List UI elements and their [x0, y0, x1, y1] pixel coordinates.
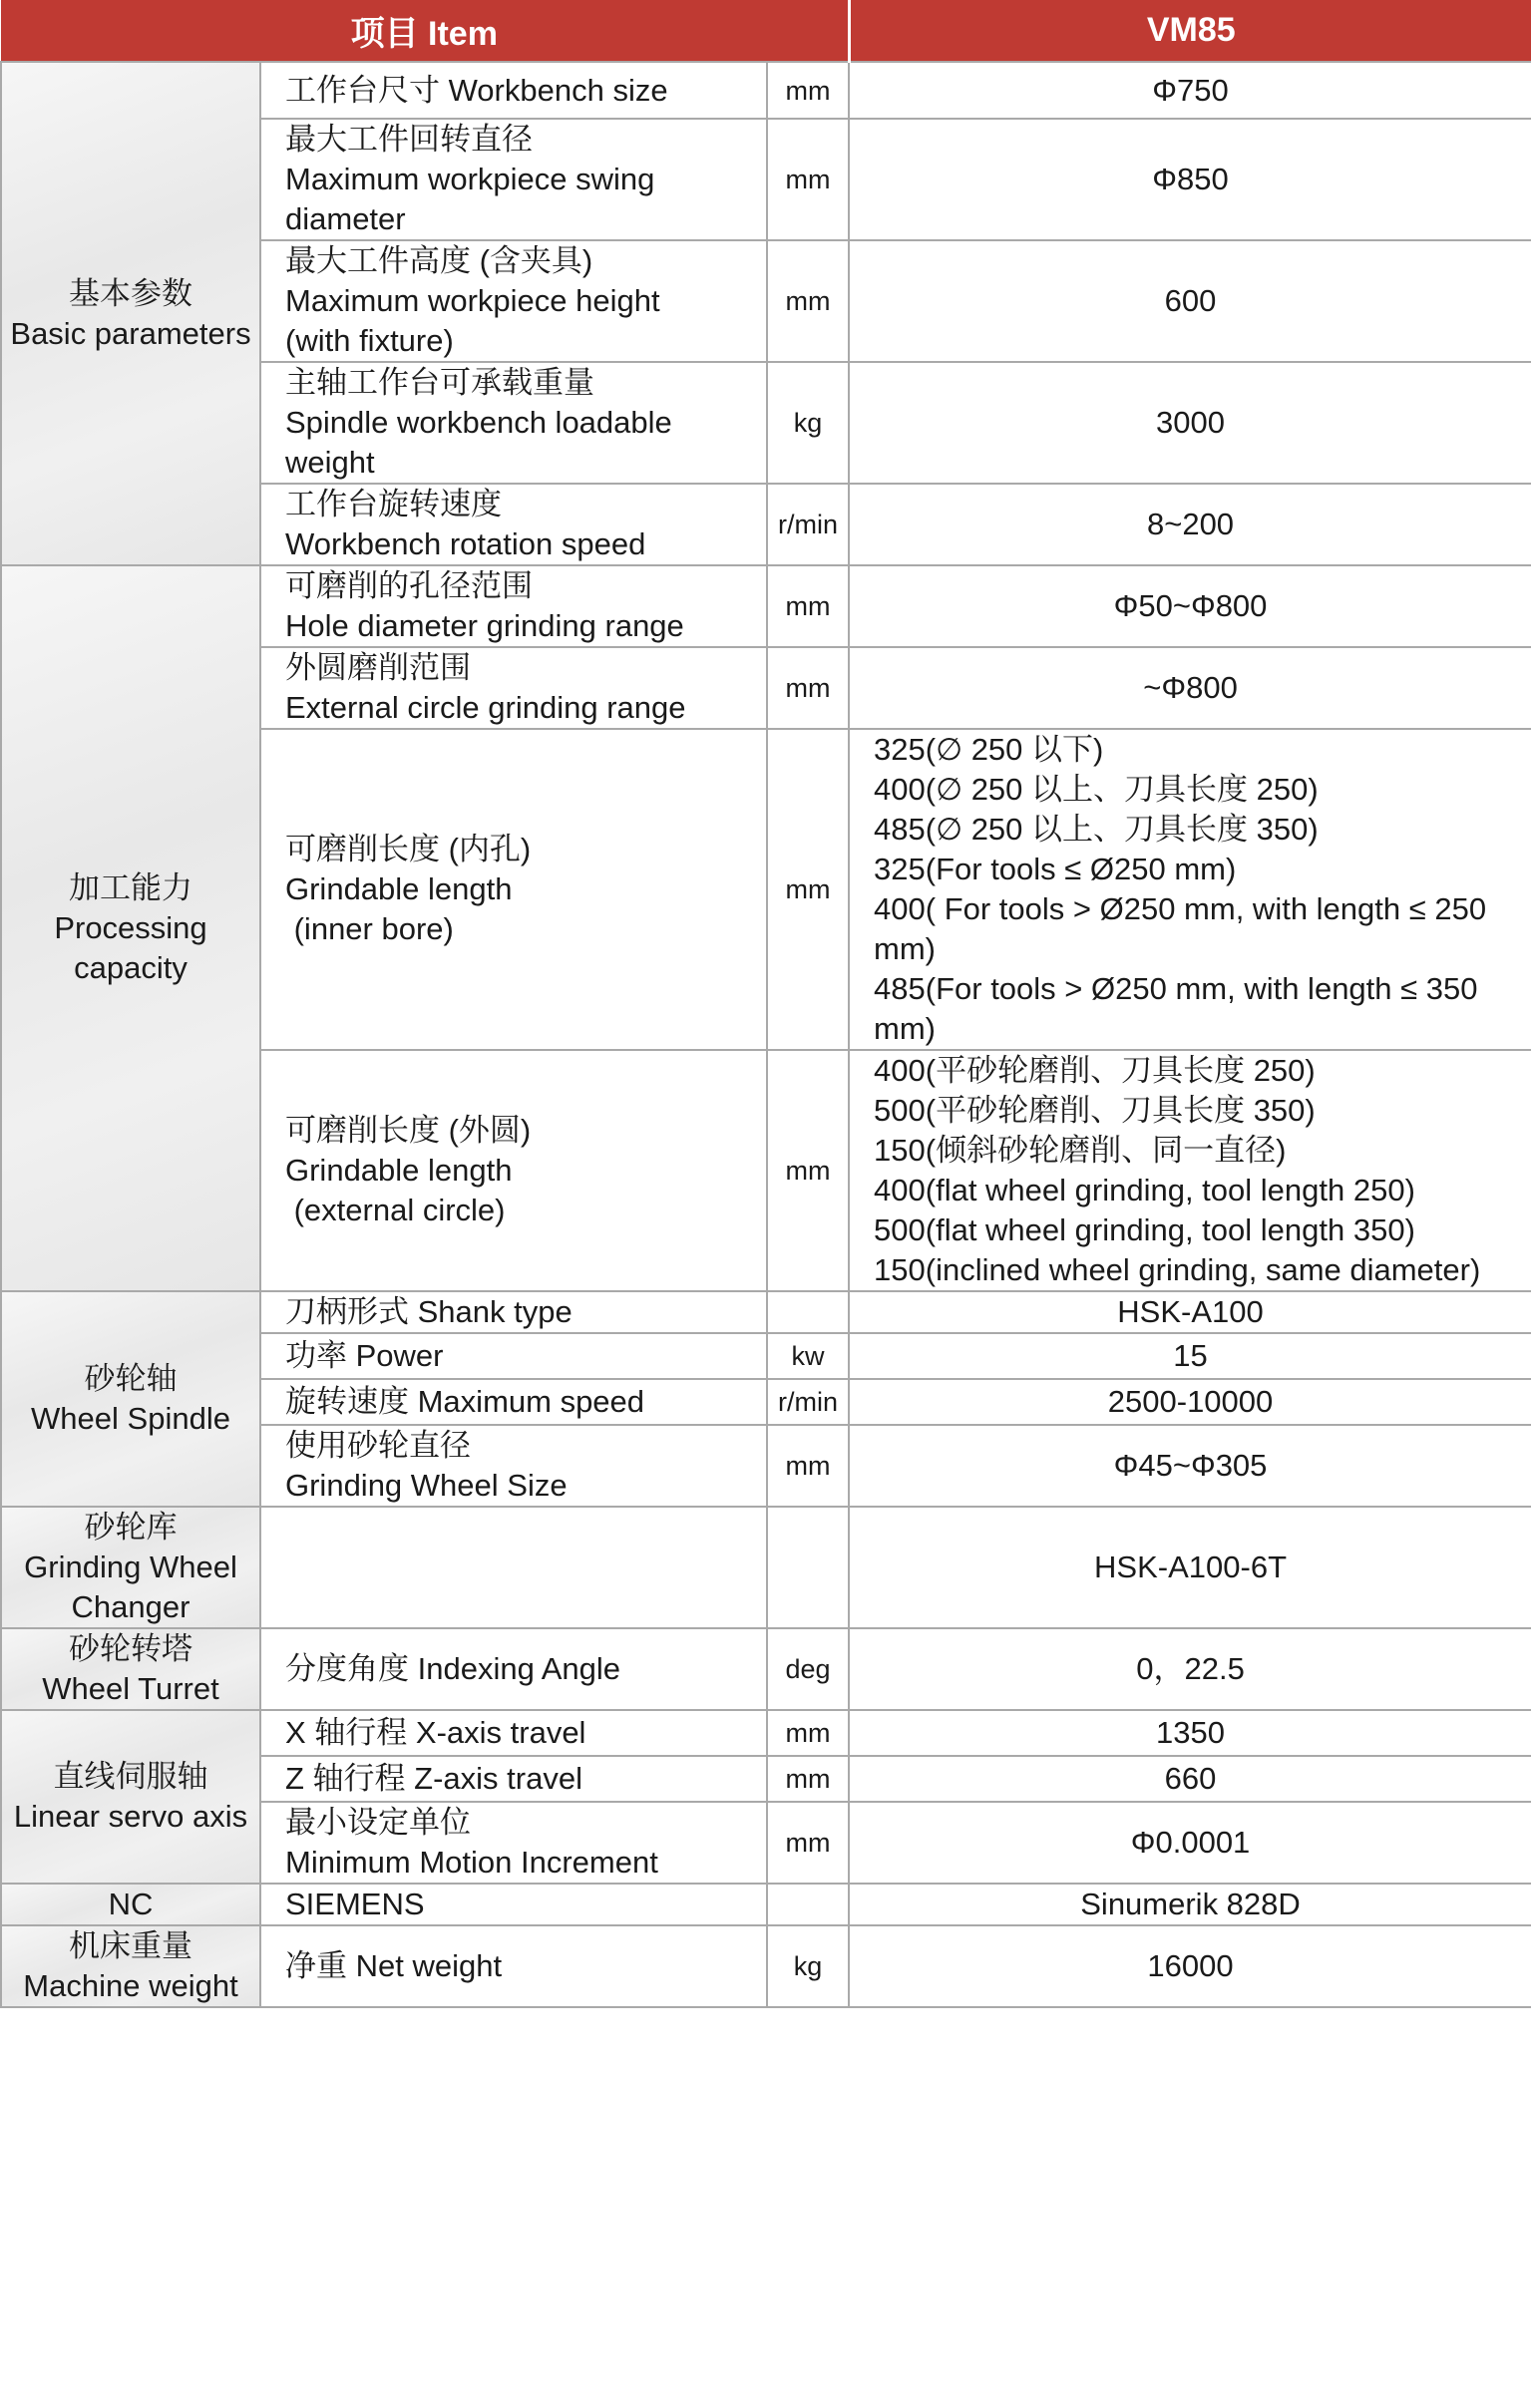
value-cell [849, 1333, 1531, 1379]
category-cell [1, 1507, 260, 1628]
unit-cell: kg [767, 1925, 849, 2007]
unit-cell: mm [767, 1050, 849, 1291]
item-cell [260, 119, 767, 240]
value-cell [849, 1756, 1531, 1802]
item-label: SIEMENS [285, 1887, 425, 1921]
category-name-en: Grinding Wheel Changer [24, 1549, 237, 1624]
item-cell [260, 565, 767, 647]
header-model: VM85 [849, 0, 1531, 62]
item-label: (inner bore) [285, 911, 454, 946]
item-cell [260, 240, 767, 362]
table-row [1, 1925, 1531, 2007]
item-cell [260, 1379, 767, 1425]
item-label: 可磨削长度 (内孔) [285, 832, 532, 866]
item-label: 使用砂轮直径 [285, 1428, 471, 1463]
item-cell [260, 1884, 767, 1925]
category-name-cn: 砂轮转塔 [69, 1631, 192, 1666]
unit-cell: mm [767, 62, 849, 119]
value-text: 400( For tools > Ø250 mm, with length ≤ 250 [874, 891, 1487, 926]
item-cell [260, 1333, 767, 1379]
item-cell [260, 62, 767, 119]
unit-cell: mm [767, 647, 849, 729]
value-text: mm) [874, 931, 937, 966]
value-text: 150(倾斜砂轮磨削、同一直径) [874, 1133, 1287, 1168]
item-label: 主轴工作台可承载重量 [285, 365, 594, 400]
unit-cell: mm [767, 1710, 849, 1756]
spec-body [1, 62, 1531, 2007]
value-text: Sinumerik 828D [1080, 1887, 1301, 1921]
value-text: ~Φ800 [1143, 670, 1238, 705]
category-name-cn: 砂轮轴 [84, 1361, 178, 1396]
value-text: 1350 [1156, 1715, 1226, 1750]
value-text: 0，22.5 [1136, 1651, 1245, 1686]
value-text: Φ45~Φ305 [1113, 1448, 1268, 1483]
item-cell [260, 1710, 767, 1756]
item-label: Grindable length [285, 1153, 513, 1188]
value-cell [849, 62, 1531, 119]
table-row [1, 1884, 1531, 1925]
item-label: External circle grinding range [285, 690, 686, 725]
item-label: 最大工件回转直径 [285, 122, 533, 157]
value-text: 325(∅ 250 以下) [874, 732, 1104, 767]
value-text: 3000 [1156, 405, 1226, 440]
value-cell [849, 565, 1531, 647]
unit-cell: kw [767, 1333, 849, 1379]
item-label: (with fixture) [285, 323, 454, 358]
category-cell [1, 62, 260, 565]
item-label: 最大工件高度 (含夹具) [285, 243, 593, 278]
category-cell [1, 1291, 260, 1507]
item-cell [260, 484, 767, 565]
category-cell [1, 1710, 260, 1884]
item-label: X 轴行程 X-axis travel [285, 1715, 586, 1750]
item-label: 外圆磨削范围 [285, 650, 471, 685]
item-label: 功率 Power [285, 1338, 444, 1373]
unit-cell: mm [767, 1756, 849, 1802]
unit-cell: kg [767, 362, 849, 484]
item-cell [260, 729, 767, 1050]
value-text: Φ0.0001 [1130, 1825, 1251, 1860]
category-cell [1, 1628, 260, 1710]
item-label: 工作台尺寸 Workbench size [285, 72, 668, 108]
value-text: 15 [1173, 1338, 1208, 1373]
category-cell [1, 1925, 260, 2007]
value-text: Φ850 [1152, 162, 1229, 196]
category-name-cn: 机床重量 [69, 1928, 192, 1963]
item-label: Spindle workbench loadable [285, 405, 672, 440]
value-text: 660 [1164, 1761, 1217, 1796]
value-text: 400(flat wheel grinding, tool length 250) [874, 1173, 1415, 1207]
value-text: HSK-A100 [1117, 1294, 1264, 1329]
category-name-cn: 加工能力 [69, 870, 192, 905]
header-row [1, 0, 1531, 62]
value-cell [849, 484, 1531, 565]
value-text: 500(平砂轮磨削、刀具长度 350) [874, 1093, 1316, 1128]
item-label: 旋转速度 Maximum speed [285, 1384, 645, 1419]
value-text: 500(flat wheel grinding, tool length 350) [874, 1212, 1415, 1247]
value-cell [849, 1425, 1531, 1507]
value-cell [849, 1802, 1531, 1884]
unit-cell: r/min [767, 1379, 849, 1425]
value-text: 400(平砂轮磨削、刀具长度 250) [874, 1053, 1316, 1088]
category-name-en: Processing capacity [54, 910, 207, 985]
item-label: 可磨削长度 (外圆) [285, 1113, 532, 1148]
unit-cell [767, 1291, 849, 1333]
item-cell [260, 647, 767, 729]
category-cell [1, 1884, 260, 1925]
item-label: Z 轴行程 Z-axis travel [285, 1761, 582, 1796]
value-cell [849, 1884, 1531, 1925]
item-cell [260, 362, 767, 484]
item-cell [260, 1628, 767, 1710]
value-cell [849, 240, 1531, 362]
item-label: 最小设定单位 [285, 1805, 471, 1840]
item-label: (external circle) [285, 1193, 506, 1227]
unit-cell: mm [767, 565, 849, 647]
category-name-cn: 基本参数 [69, 275, 192, 311]
table-row [1, 62, 1531, 119]
value-text: 150(inclined wheel grinding, same diameter) [874, 1252, 1481, 1287]
category-cell [1, 565, 260, 1291]
value-cell [849, 119, 1531, 240]
category-name-cn: 直线伺服轴 [53, 1759, 208, 1794]
unit-cell: mm [767, 119, 849, 240]
table-row [1, 565, 1531, 647]
category-name-cn: 砂轮库 [84, 1510, 178, 1545]
item-label: Maximum workpiece height [285, 283, 660, 318]
value-text: 8~200 [1146, 507, 1235, 541]
value-cell [849, 1050, 1531, 1291]
value-cell [849, 647, 1531, 729]
value-cell [849, 1379, 1531, 1425]
item-label: 工作台旋转速度 [285, 487, 502, 521]
item-cell [260, 1925, 767, 2007]
value-text: 16000 [1147, 1948, 1234, 1983]
category-name-en: Wheel Spindle [31, 1401, 230, 1436]
value-cell [849, 1710, 1531, 1756]
unit-cell: deg [767, 1628, 849, 1710]
value-text: 400(∅ 250 以上、刀具长度 250) [874, 772, 1319, 807]
value-text: HSK-A100-6T [1094, 1549, 1288, 1584]
unit-cell [767, 1884, 849, 1925]
unit-cell: mm [767, 1425, 849, 1507]
value-text: 2500-10000 [1107, 1384, 1274, 1419]
item-label: Workbench rotation speed [285, 526, 646, 561]
unit-cell: r/min [767, 484, 849, 565]
item-label: Minimum Motion Increment [285, 1845, 658, 1880]
value-cell [849, 1291, 1531, 1333]
value-cell [849, 362, 1531, 484]
item-label: 可磨削的孔径范围 [285, 568, 533, 603]
item-label: 刀柄形式 Shank type [285, 1294, 573, 1329]
value-text: Φ50~Φ800 [1113, 588, 1268, 623]
item-label: diameter [285, 201, 406, 236]
category-name-en: NC [108, 1887, 154, 1921]
value-cell [849, 1628, 1531, 1710]
value-text: mm) [874, 1011, 937, 1046]
item-label: 分度角度 Indexing Angle [285, 1651, 621, 1686]
value-text: 485(For tools > Ø250 mm, with length ≤ 350 [874, 971, 1478, 1006]
item-label: Maximum workpiece swing [285, 162, 655, 196]
item-cell [260, 1802, 767, 1884]
category-name-en: Linear servo axis [13, 1799, 248, 1834]
item-cell [260, 1291, 767, 1333]
category-name-en: Wheel Turret [42, 1671, 219, 1706]
value-text: 485(∅ 250 以上、刀具长度 350) [874, 812, 1319, 847]
value-text: Φ750 [1152, 72, 1229, 108]
item-cell [260, 1507, 767, 1628]
table-row [1, 1710, 1531, 1756]
item-label: Grinding Wheel Size [285, 1468, 568, 1503]
table-row [1, 1507, 1531, 1628]
unit-cell: mm [767, 1802, 849, 1884]
category-name-en: Basic parameters [10, 315, 251, 351]
header-item: 项目 Item [1, 0, 849, 62]
unit-cell [767, 1507, 849, 1628]
item-cell [260, 1425, 767, 1507]
unit-cell: mm [767, 240, 849, 362]
item-cell [260, 1050, 767, 1291]
value-text: 600 [1164, 283, 1217, 318]
table-row [1, 1628, 1531, 1710]
value-text: 325(For tools ≤ Ø250 mm) [874, 852, 1237, 886]
unit-cell: mm [767, 729, 849, 1050]
item-label: weight [285, 445, 375, 480]
item-label: 净重 Net weight [285, 1948, 503, 1983]
value-cell [849, 1507, 1531, 1628]
item-label: Grindable length [285, 871, 513, 906]
table-row [1, 1291, 1531, 1333]
category-name-en: Machine weight [23, 1968, 238, 2003]
item-cell [260, 1756, 767, 1802]
value-cell [849, 1925, 1531, 2007]
value-cell [849, 729, 1531, 1050]
item-label: Hole diameter grinding range [285, 608, 684, 643]
